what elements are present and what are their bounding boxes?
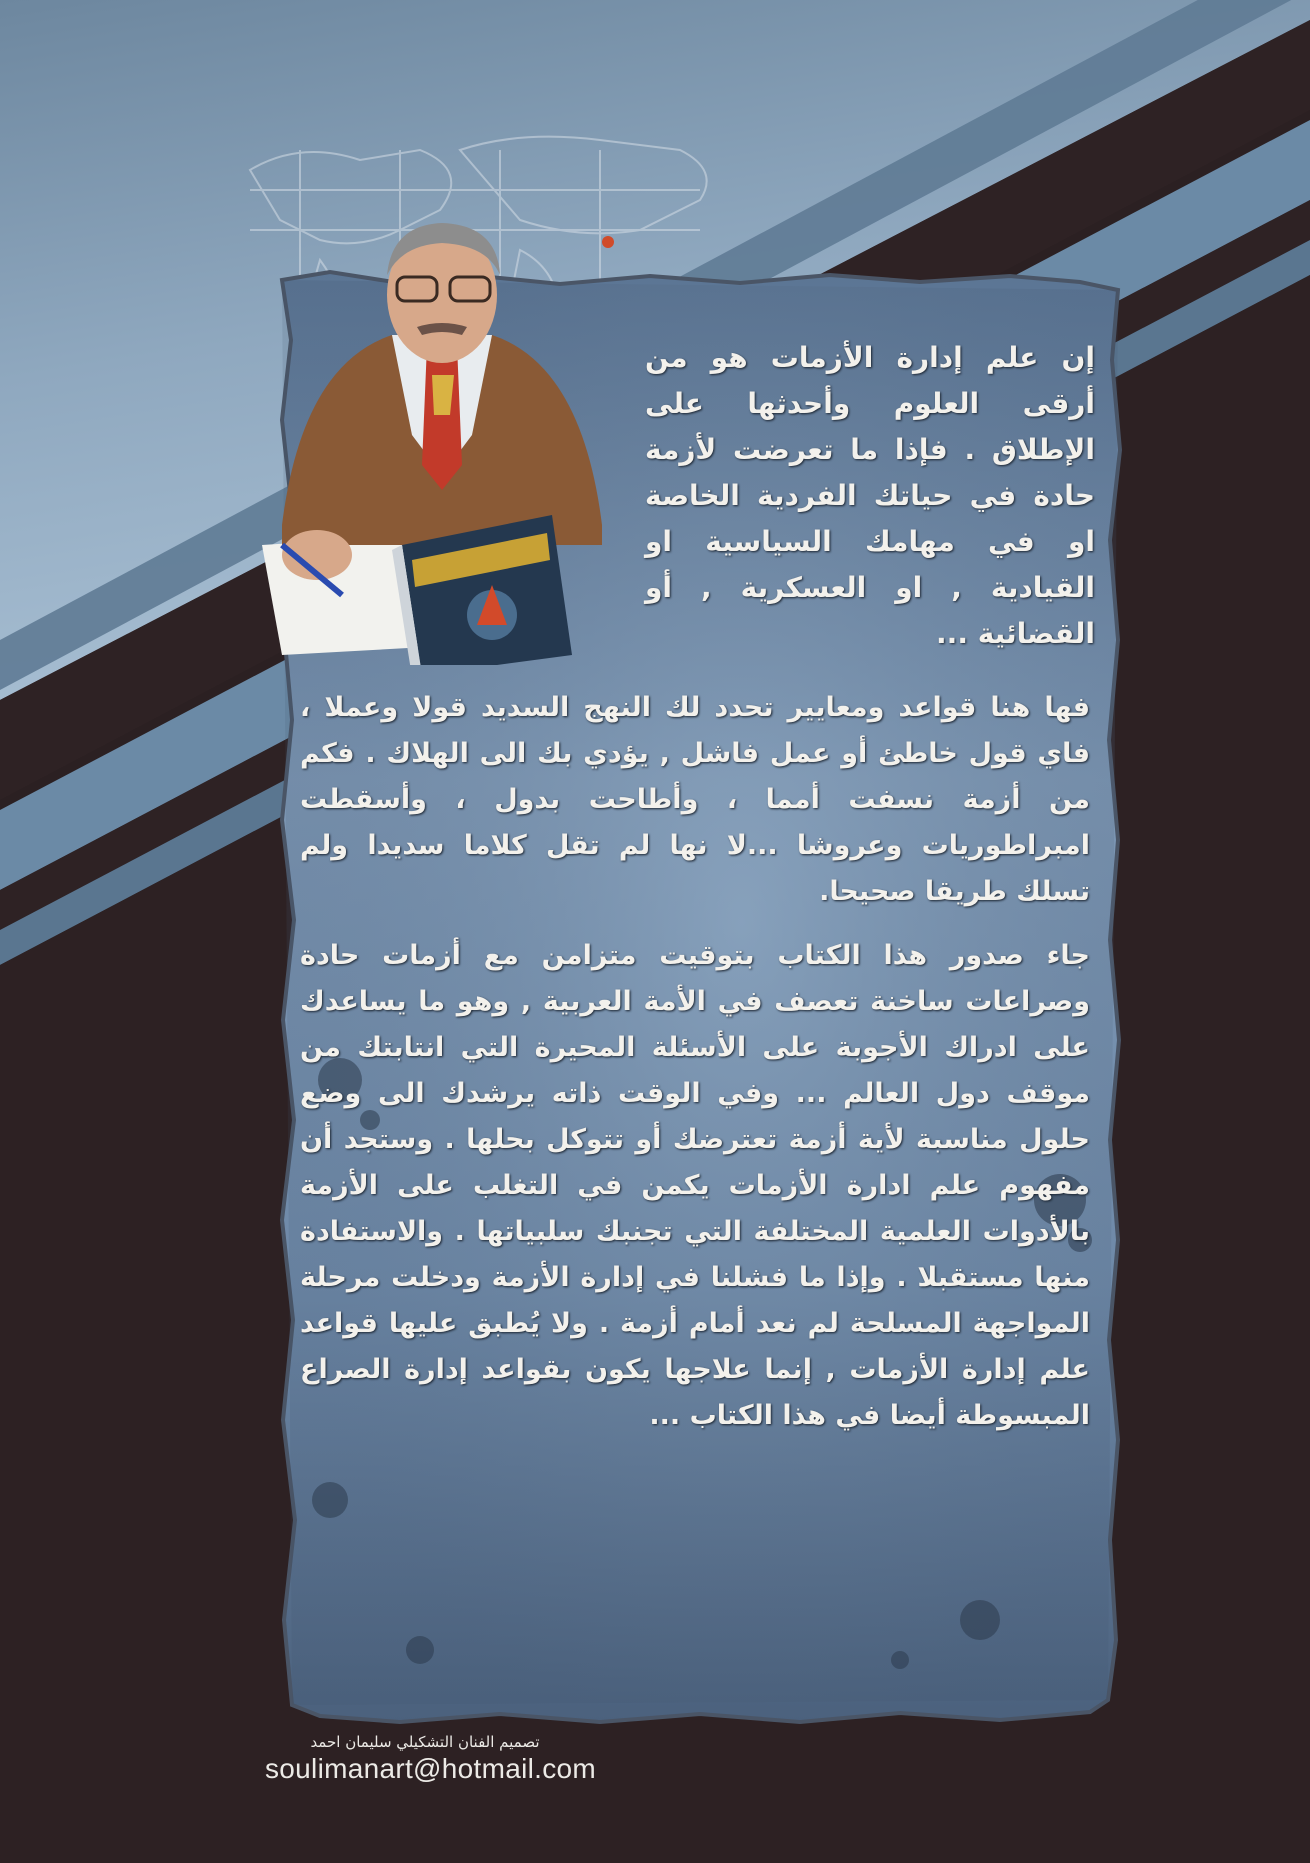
body-paragraph-1: فها هنا قواعد ومعايير تحدد لك النهج السديد قولا وعملا ، فاي قول خاطئ أو عمل فاشل , يؤدي بك الى الهلاك . فكم من أزمة نسفت أمما ، وأطاحت بدول ، وأسقطت امبراطوريات وعروشا ...لا نها لم تقل كلاما سديدا ولم تسلك طريقا صحيحا. bbox=[300, 692, 1090, 907]
intro-text-block bbox=[645, 335, 1095, 655]
designer-name: تصميم الفنان التشكيلي سليمان احمد bbox=[310, 1733, 540, 1751]
body-text-block bbox=[300, 685, 1090, 1685]
body-paragraph-2: جاء صدور هذا الكتاب بتوقيت متزامن مع أزمات حادة وصراعات ساخنة تعصف في الأمة العربية , وهو ما يساعدك على ادراك الأجوبة على الأسئلة المحيرة التي انتابتك من موقف دول العالم ... وفي الوقت ذاته يرشدك الى وضع حلول مناسبة لأية أزمة تعترضك أو تتوكل بحلها . وستجد أن مفهوم علم ادارة الأزمات يكمن في التغلب على الأزمة بالأدوات العلمية المختلفة التي تجنبك سلبياتها . والاستفادة منها مستقبلا . وإذا ما فشلنا في إدارة الأزمة ودخلت مرحلة المواجهة المسلحة لم نعد أمام أزمة . ولا يُطبق عليها قواعد علم إدارة الأزمات , إنما علاجها يكون بقواعد إدارة الصراع المبسوطة أيضا في هذا الكتاب ... bbox=[300, 940, 1090, 1431]
intro-paragraph: إن علم إدارة الأزمات هو من أرقى العلوم وأحدثها على الإطلاق . فإذا ما تعرضت لأزمة حادة في حياتك الفردية الخاصة او في مهامك السياسية او القيادية , او العسكرية , أو القضائية ... bbox=[645, 341, 1095, 650]
author-photo bbox=[262, 215, 622, 665]
designer-email: soulimanart@hotmail.com bbox=[265, 1753, 596, 1784]
designer-credit bbox=[265, 1732, 605, 1832]
